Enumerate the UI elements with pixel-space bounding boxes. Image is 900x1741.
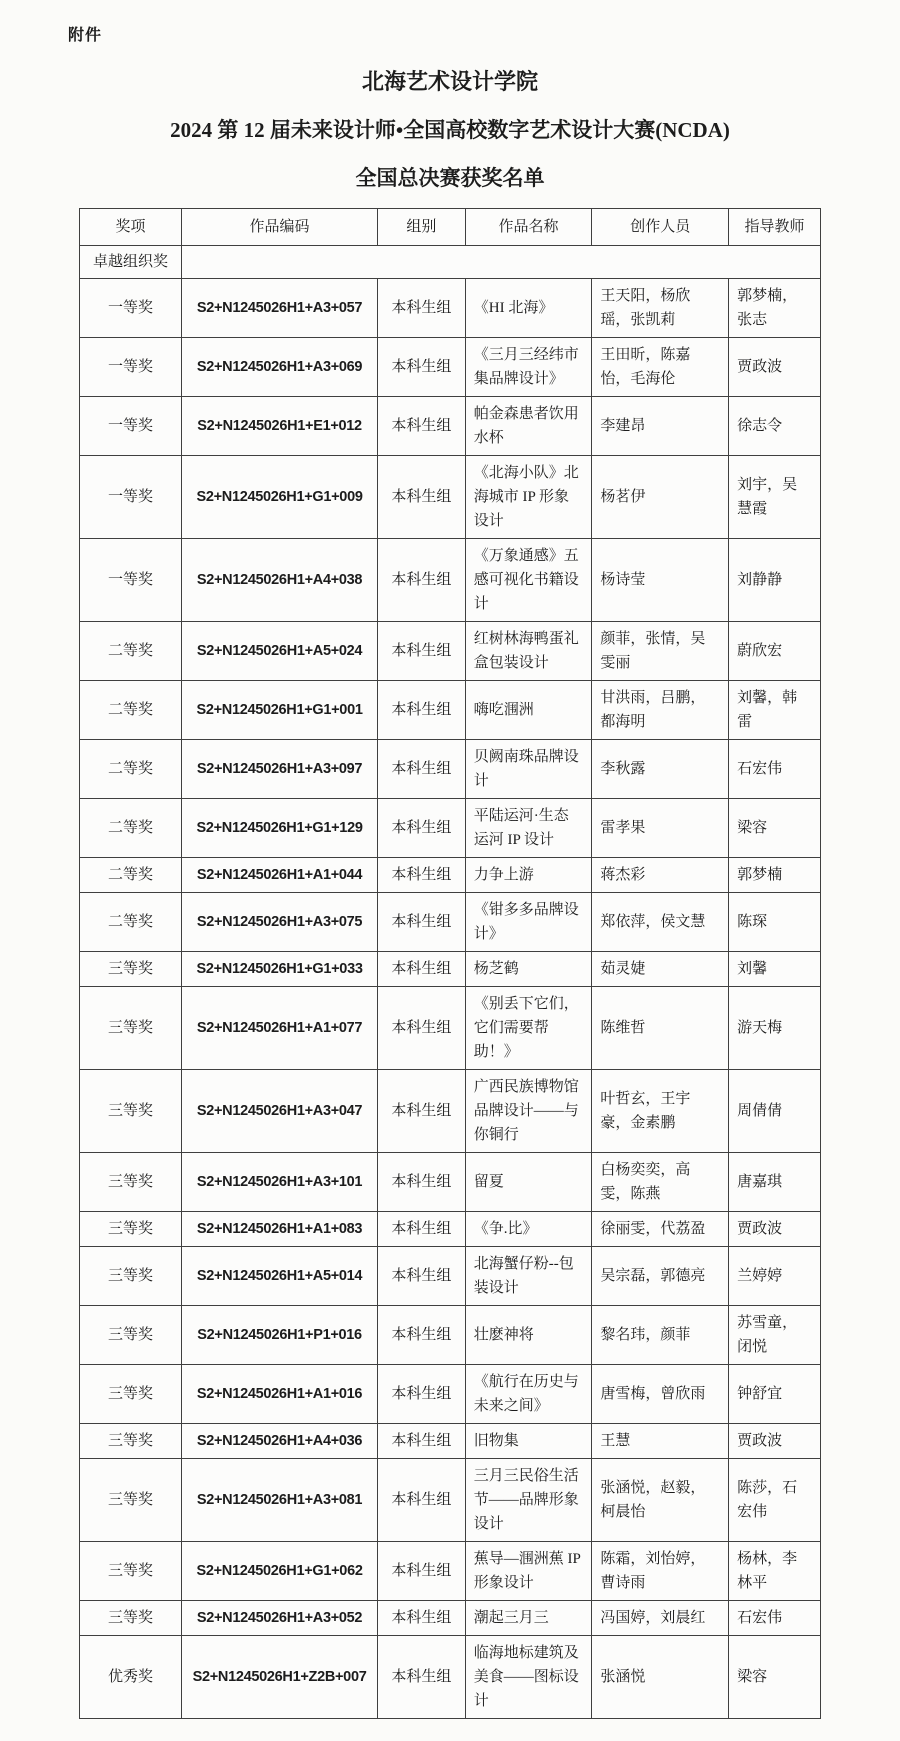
group-cell: 本科生组 <box>378 456 466 539</box>
teachers-cell: 梁容 <box>729 1636 821 1719</box>
award-cell: 三等奖 <box>80 1542 182 1601</box>
work-code-cell: S2+N1245026H1+A3+069 <box>182 338 378 397</box>
work-code-cell: S2+N1245026H1+A3+075 <box>182 893 378 952</box>
teachers-cell: 钟舒宜 <box>729 1365 821 1424</box>
work-name-cell: 潮起三月三 <box>465 1601 592 1636</box>
creators-cell: 杨茗伊 <box>592 456 729 539</box>
award-cell: 三等奖 <box>80 1070 182 1153</box>
work-name-cell: 临海地标建筑及美食——图标设计 <box>465 1636 592 1719</box>
work-code-cell: S2+N1245026H1+A4+036 <box>182 1424 378 1459</box>
award-cell: 二等奖 <box>80 799 182 858</box>
award-cell: 三等奖 <box>80 1212 182 1247</box>
table-row <box>80 1153 821 1212</box>
teachers-cell: 石宏伟 <box>729 1601 821 1636</box>
table-row <box>80 1636 821 1719</box>
work-code-cell: S2+N1245026H1+A3+081 <box>182 1459 378 1542</box>
group-cell: 本科生组 <box>378 952 466 987</box>
group-cell: 本科生组 <box>378 987 466 1070</box>
table-row <box>80 338 821 397</box>
award-cell: 一等奖 <box>80 456 182 539</box>
table-row <box>80 1542 821 1601</box>
teachers-cell: 郭梦楠，张志 <box>729 279 821 338</box>
table-row <box>80 893 821 952</box>
group-cell: 本科生组 <box>378 1153 466 1212</box>
work-name-cell: 三月三民俗生活节——品牌形象设计 <box>465 1459 592 1542</box>
work-name-cell: 留夏 <box>465 1153 592 1212</box>
creators-cell: 黎名玮，颜菲 <box>592 1306 729 1365</box>
table-header-row <box>80 209 821 246</box>
teachers-cell: 兰婷婷 <box>729 1247 821 1306</box>
work-code-cell: S2+N1245026H1+A3+052 <box>182 1601 378 1636</box>
title-competition: 2024 第 12 届未来设计师•全国高校数字艺术设计大赛(NCDA) <box>170 118 730 142</box>
work-code-cell: S2+N1245026H1+A5+024 <box>182 622 378 681</box>
work-name-cell: 杨芝鹤 <box>465 952 592 987</box>
teachers-cell: 贾政波 <box>729 1212 821 1247</box>
creators-cell: 李建昂 <box>592 397 729 456</box>
work-name-cell: 嗨吃涠洲 <box>465 681 592 740</box>
column-header-4: 创作人员 <box>592 209 729 246</box>
work-name-cell: 旧物集 <box>465 1424 592 1459</box>
award-cell: 一等奖 <box>80 279 182 338</box>
column-header-1: 作品编码 <box>182 209 378 246</box>
work-code-cell: S2+N1245026H1+E1+012 <box>182 397 378 456</box>
award-cell: 三等奖 <box>80 1424 182 1459</box>
award-cell: 一等奖 <box>80 338 182 397</box>
teachers-cell: 郭梦楠 <box>729 858 821 893</box>
award-cell: 三等奖 <box>80 987 182 1070</box>
table-row <box>80 279 821 338</box>
work-name-cell: 贝阙南珠品牌设计 <box>465 740 592 799</box>
table-row <box>80 1459 821 1542</box>
award-cell: 一等奖 <box>80 397 182 456</box>
work-name-cell: 帕金森患者饮用水杯 <box>465 397 592 456</box>
group-cell: 本科生组 <box>378 858 466 893</box>
award-cell: 二等奖 <box>80 681 182 740</box>
title-school: 北海艺术设计学院 <box>361 69 538 94</box>
work-code-cell: S2+N1245026H1+A3+047 <box>182 1070 378 1153</box>
title-award-list: 全国总决赛获奖名单 <box>355 166 545 190</box>
group-cell: 本科生组 <box>378 681 466 740</box>
awards-table <box>79 208 821 1719</box>
table-row <box>80 397 821 456</box>
work-name-cell: 《HI 北海》 <box>465 279 592 338</box>
creators-cell: 唐雪梅，曾欣雨 <box>592 1365 729 1424</box>
work-code-cell: S2+N1245026H1+A3+057 <box>182 279 378 338</box>
award-cell: 三等奖 <box>80 1153 182 1212</box>
table-row <box>80 1365 821 1424</box>
table-row <box>80 1424 821 1459</box>
work-code-cell: S2+N1245026H1+G1+033 <box>182 952 378 987</box>
table-row <box>80 740 821 799</box>
work-name-cell: 《别丢下它们，它们需要帮助！》 <box>465 987 592 1070</box>
creators-cell: 茹灵婕 <box>592 952 729 987</box>
group-cell: 本科生组 <box>378 279 466 338</box>
teachers-cell: 苏雪童，闭悦 <box>729 1306 821 1365</box>
column-header-3: 作品名称 <box>465 209 592 246</box>
work-code-cell: S2+N1245026H1+G1+062 <box>182 1542 378 1601</box>
award-cell: 一等奖 <box>80 539 182 622</box>
work-name-cell: 蕉导—涠洲蕉 IP 形象设计 <box>465 1542 592 1601</box>
award-cell: 三等奖 <box>80 1306 182 1365</box>
creators-cell: 张涵悦 <box>592 1636 729 1719</box>
table-body <box>80 246 821 1719</box>
creators-cell: 徐丽雯，代荔盈 <box>592 1212 729 1247</box>
group-cell: 本科生组 <box>378 1542 466 1601</box>
award-cell: 二等奖 <box>80 893 182 952</box>
group-cell: 本科生组 <box>378 1424 466 1459</box>
award-cell: 三等奖 <box>80 1365 182 1424</box>
group-cell: 本科生组 <box>378 338 466 397</box>
teachers-cell: 蔚欣宏 <box>729 622 821 681</box>
award-cell: 二等奖 <box>80 740 182 799</box>
teachers-cell: 梁容 <box>729 799 821 858</box>
table-row <box>80 539 821 622</box>
group-cell: 本科生组 <box>378 799 466 858</box>
work-code-cell: S2+N1245026H1+P1+016 <box>182 1306 378 1365</box>
creators-cell: 叶哲玄，王宇豪，金素鹏 <box>592 1070 729 1153</box>
work-code-cell: S2+N1245026H1+G1+009 <box>182 456 378 539</box>
table-row <box>80 681 821 740</box>
group-cell: 本科生组 <box>378 1070 466 1153</box>
work-code-cell: S2+N1245026H1+A1+077 <box>182 987 378 1070</box>
column-header-0: 奖项 <box>80 209 182 246</box>
award-cell: 三等奖 <box>80 1459 182 1542</box>
work-name-cell: 《航行在历史与未来之间》 <box>465 1365 592 1424</box>
group-cell: 本科生组 <box>378 1212 466 1247</box>
work-name-cell: 《争.比》 <box>465 1212 592 1247</box>
teachers-cell: 游天梅 <box>729 987 821 1070</box>
work-name-cell: 广西民族博物馆品牌设计——与你铜行 <box>465 1070 592 1153</box>
table-row <box>80 799 821 858</box>
work-name-cell: 红树林海鸭蛋礼盒包装设计 <box>465 622 592 681</box>
work-code-cell: S2+N1245026H1+A1+016 <box>182 1365 378 1424</box>
teachers-cell: 石宏伟 <box>729 740 821 799</box>
award-cell: 三等奖 <box>80 952 182 987</box>
creators-cell: 陈维哲 <box>592 987 729 1070</box>
teachers-cell: 贾政波 <box>729 338 821 397</box>
table-row <box>80 622 821 681</box>
teachers-cell: 徐志令 <box>729 397 821 456</box>
group-cell: 本科生组 <box>378 622 466 681</box>
award-cell: 二等奖 <box>80 622 182 681</box>
table-row <box>80 858 821 893</box>
creators-cell: 冯国婷，刘晨红 <box>592 1601 729 1636</box>
group-cell: 本科生组 <box>378 1306 466 1365</box>
creators-cell: 雷孝果 <box>592 799 729 858</box>
work-name-cell: 平陆运河·生态运河 IP 设计 <box>465 799 592 858</box>
work-code-cell: S2+N1245026H1+G1+001 <box>182 681 378 740</box>
special-award-row <box>80 246 821 279</box>
creators-cell: 王慧 <box>592 1424 729 1459</box>
table-row <box>80 1306 821 1365</box>
work-code-cell: S2+N1245026H1+A5+014 <box>182 1247 378 1306</box>
group-cell: 本科生组 <box>378 539 466 622</box>
table-row <box>80 1212 821 1247</box>
work-name-cell: 北海蟹仔粉--包装设计 <box>465 1247 592 1306</box>
creators-cell: 郑依萍，侯文慧 <box>592 893 729 952</box>
group-cell: 本科生组 <box>378 1601 466 1636</box>
award-cell: 三等奖 <box>80 1601 182 1636</box>
work-code-cell: S2+N1245026H1+A3+097 <box>182 740 378 799</box>
table-row <box>80 456 821 539</box>
creators-cell: 颜菲，张情，吴雯丽 <box>592 622 729 681</box>
group-cell: 本科生组 <box>378 1247 466 1306</box>
creators-cell: 杨诗莹 <box>592 539 729 622</box>
group-cell: 本科生组 <box>378 1636 466 1719</box>
table-row <box>80 987 821 1070</box>
creators-cell: 陈霜，刘怡婷，曹诗雨 <box>592 1542 729 1601</box>
award-cell: 二等奖 <box>80 858 182 893</box>
teachers-cell: 刘馨 <box>729 952 821 987</box>
teachers-cell: 唐嘉琪 <box>729 1153 821 1212</box>
creators-cell: 张涵悦，赵毅，柯晨怡 <box>592 1459 729 1542</box>
table-row <box>80 952 821 987</box>
creators-cell: 王田昕，陈嘉怡，毛海伦 <box>592 338 729 397</box>
work-code-cell: S2+N1245026H1+A4+038 <box>182 539 378 622</box>
teachers-cell: 周倩倩 <box>729 1070 821 1153</box>
work-name-cell: 力争上游 <box>465 858 592 893</box>
creators-cell: 甘洪雨，吕鹏，都海明 <box>592 681 729 740</box>
teachers-cell: 刘宇，吴慧霞 <box>729 456 821 539</box>
work-code-cell: S2+N1245026H1+A3+101 <box>182 1153 378 1212</box>
table-row <box>80 1601 821 1636</box>
teachers-cell: 刘馨，韩雷 <box>729 681 821 740</box>
award-cell: 三等奖 <box>80 1247 182 1306</box>
attachment-label: 附件 <box>68 27 103 44</box>
group-cell: 本科生组 <box>378 1365 466 1424</box>
special-award-empty-cell <box>182 246 821 279</box>
teachers-cell: 陈莎，石宏伟 <box>729 1459 821 1542</box>
table-row <box>80 1247 821 1306</box>
teachers-cell: 贾政波 <box>729 1424 821 1459</box>
group-cell: 本科生组 <box>378 397 466 456</box>
table-row <box>80 1070 821 1153</box>
work-name-cell: 壮麽神将 <box>465 1306 592 1365</box>
column-header-5: 指导教师 <box>729 209 821 246</box>
creators-cell: 蒋杰彩 <box>592 858 729 893</box>
teachers-cell: 刘静静 <box>729 539 821 622</box>
work-name-cell: 《北海小队》北海城市 IP 形象设计 <box>465 456 592 539</box>
teachers-cell: 陈琛 <box>729 893 821 952</box>
creators-cell: 李秋露 <box>592 740 729 799</box>
creators-cell: 白杨奕奕，高雯，陈燕 <box>592 1153 729 1212</box>
teachers-cell: 杨林，李林平 <box>729 1542 821 1601</box>
award-cell: 优秀奖 <box>80 1636 182 1719</box>
work-name-cell: 《三月三经纬市集品牌设计》 <box>465 338 592 397</box>
column-header-2: 组别 <box>378 209 466 246</box>
work-name-cell: 《万象通感》五感可视化书籍设计 <box>465 539 592 622</box>
creators-cell: 吴宗磊，郭德亮 <box>592 1247 729 1306</box>
work-name-cell: 《钳多多品牌设计》 <box>465 893 592 952</box>
group-cell: 本科生组 <box>378 893 466 952</box>
work-code-cell: S2+N1245026H1+G1+129 <box>182 799 378 858</box>
creators-cell: 王天阳，杨欣瑶，张凯莉 <box>592 279 729 338</box>
work-code-cell: S2+N1245026H1+A1+083 <box>182 1212 378 1247</box>
group-cell: 本科生组 <box>378 1459 466 1542</box>
work-code-cell: S2+N1245026H1+Z2B+007 <box>182 1636 378 1719</box>
work-code-cell: S2+N1245026H1+A1+044 <box>182 858 378 893</box>
group-cell: 本科生组 <box>378 740 466 799</box>
special-award-cell: 卓越组织奖 <box>80 246 182 279</box>
